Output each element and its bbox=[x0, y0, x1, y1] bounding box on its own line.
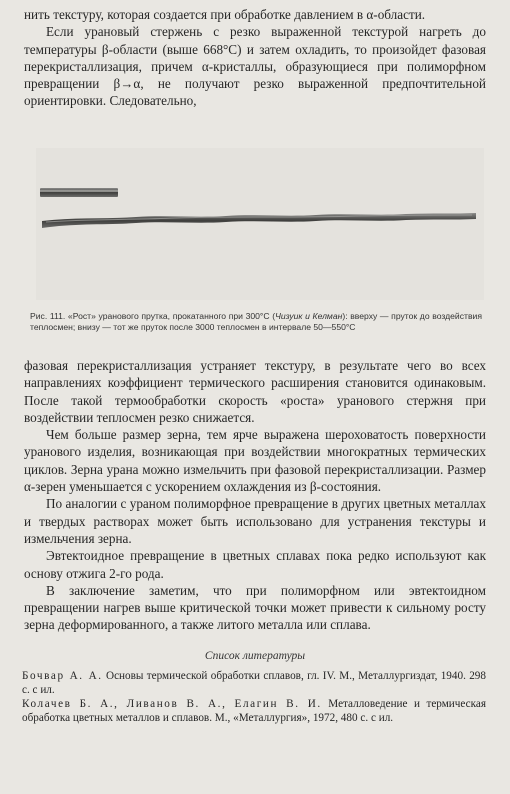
reference-authors: Колачев Б. А., Ливанов В. А., Елагин В. И. bbox=[22, 698, 322, 710]
reference-authors: Бочвар А. А. bbox=[22, 670, 103, 682]
caption-rest: ): вверху — пруток до воздействия теплосмен; внизу — тот же пруток после 3000 теплосмен в интервале 50—550°С bbox=[30, 311, 482, 332]
paragraph: В заключение заметим, что при полиморфном или эвтектоидном превращении нагрев выше критической точки может привести к сильному росту зерна деформированного, а также литого металла или сплава. bbox=[24, 582, 486, 633]
figure-111-photo bbox=[36, 148, 484, 300]
caption-lead: Рис. 111. «Рост» уранового прутка, прокатанного при 300°С ( bbox=[30, 311, 276, 321]
paragraph: Эвтектоидное превращение в цветных сплавах пока редко используют как основу отжига 2-го рода. bbox=[24, 548, 486, 581]
paragraph-continuation: нить текстуру, которая создается при обработке давлением в α-области. bbox=[24, 7, 426, 22]
rod-before bbox=[40, 188, 118, 197]
reference-text: Основы термической обработки сплавов, гл. IV. М., Металлургиздат, 1940. 298 с. с ил. bbox=[22, 670, 486, 696]
paragraph: По аналогии с ураном полиморфное превращение в других цветных металлах и твердых растворах может быть использовано для устранения текстуры и измельчения зерна. bbox=[24, 496, 486, 546]
body-text bbox=[24, 357, 486, 634]
reference-item bbox=[22, 670, 486, 698]
top-text bbox=[24, 6, 486, 110]
paragraph: Если урановый стержень с резко выраженной текстурой нагреть до температуры β-области (выше 668°С) и затем охладить, то произойдет фазовая перекристаллизация, причем α-кристаллы, образующиеся при полиморфном превращении β→α, не получают резко выраженной предпочтительной ориентировки. Следовательно, bbox=[24, 24, 486, 109]
paragraph: фазовая перекристаллизация устраняет текстуру, в результате чего во всех направлениях коэффициент термического расширения становится одинаковым. После такой термообработки скорость «роста» уранового стержня при воздействии теплосмен резко снижается. bbox=[24, 358, 486, 425]
references-title: Список литературы bbox=[204, 650, 306, 662]
caption-authors: Чизуик и Келман bbox=[275, 311, 343, 321]
uranium-rods-image bbox=[36, 148, 484, 300]
figure-caption bbox=[30, 311, 482, 332]
reference-item bbox=[22, 698, 486, 726]
reference-text: Металловедение и термическая обработка цветных металлов и сплавов. М., «Металлургия», 1972, 480 с. с ил. bbox=[22, 698, 487, 724]
paragraph: Чем больше размер зерна, тем ярче выражена шероховатость поверхности уранового изделия, возникающая при воздействии многократных термических циклов. Зерна урана можно измельчить при фазовой перекристаллизации. Размер α-зерен уменьшается с ускорением охлаждения из β-состояния. bbox=[24, 427, 486, 495]
